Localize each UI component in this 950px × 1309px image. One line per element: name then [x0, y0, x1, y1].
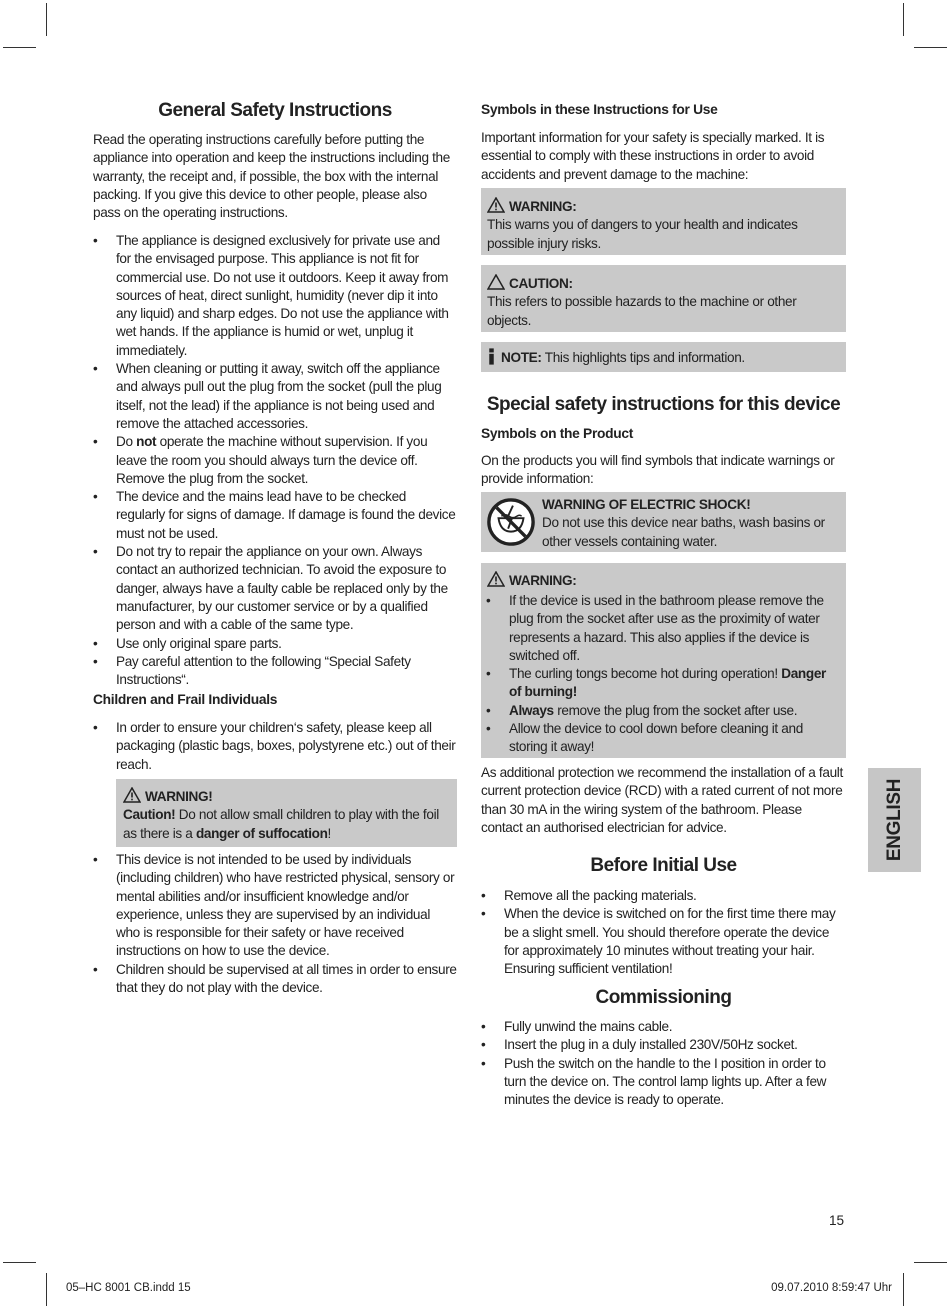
safety-bullet-list	[93, 232, 457, 689]
before-initial-use-title: Before Initial Use	[590, 855, 737, 876]
list-item: • Fully unwind the mains cable.	[481, 1018, 846, 1036]
rcd-paragraph: As additional protection we recommend the installation of a fault current protection device (RCD) with a rated current of not more than 30 mA in the wiring system of the bathroom. Please contact an authorised electrician for advice.	[481, 765, 843, 835]
caution-text: This refers to possible hazards to the machine or other objects.	[487, 294, 797, 328]
list-item: • Pay careful attention to the following “Special Safety Instructions“.	[93, 653, 457, 690]
note-label: NOTE:	[501, 350, 542, 365]
product-symbols-heading: Symbols on the Product	[481, 426, 634, 441]
language-tab-label: ENGLISH	[883, 778, 905, 862]
note-box	[481, 342, 846, 372]
children-bullet-list	[93, 719, 457, 774]
shock-text: Do not use this device near baths, wash basins or other vessels containing water.	[542, 515, 825, 549]
warning-box-2	[481, 563, 846, 758]
list-item: • Always remove the plug from the socket after use.	[486, 702, 834, 720]
note-text: This highlights tips and information.	[544, 350, 745, 365]
list-item: • The appliance is designed exclusively for private use and for the envisaged purpose. This appliance is not fit for commercial use. Do not use it outdoors. Keep it away from sources of heat, direct sunlight, humidity (never dip it into any liquid) and sharp edges. Do not use the appliance with wet hands. If the appliance is humid or wet, unplug it immediately.	[93, 232, 457, 360]
list-item: • Children should be supervised at all times in order to ensure that they do not play with the device.	[93, 961, 457, 998]
crop-mark	[46, 3, 47, 36]
list-item: • Insert the plug in a duly installed 230V/50Hz socket.	[481, 1036, 846, 1054]
symbols-intro: Important information for your safety is specially marked. It is essential to comply with these instructions in order to avoid accidents and prevent damage to the machine:	[481, 130, 825, 182]
crop-mark	[914, 47, 947, 48]
commissioning-title: Commissioning	[595, 987, 732, 1008]
list-item: • Do not try to repair the appliance on your own. Always contact an authorized technician. To avoid the exposure to danger, always have a faulty cable be replaced only by the manufacturer, by our customer service or by a qualified person and with a cable of the same type.	[93, 543, 457, 634]
crop-mark	[914, 1262, 947, 1263]
caution-label: CAUTION:	[509, 276, 573, 291]
electric-shock-icon	[486, 497, 536, 547]
list-item: • Do not operate the machine without supervision. If you leave the room you should always turn the device off. Remove the plug from the socket.	[93, 433, 457, 488]
list-item: • Push the switch on the handle to the I position in order to turn the device on. The control lamp lights up. After a few minutes the device is ready to operate.	[481, 1055, 846, 1110]
shock-label: WARNING OF ELECTRIC SHOCK!	[542, 497, 751, 512]
commissioning-bullet-list	[481, 1018, 846, 1109]
warning-caution: Caution!	[123, 807, 176, 823]
list-item: • When cleaning or putting it away, switch off the appliance and always pull out the plug from the socket (pull the plug itself, not the lead) if the appliance is not being used and remove the attached accessories.	[93, 360, 457, 433]
warning-box	[116, 779, 457, 847]
product-intro: On the products you will find symbols that indicate warnings or provide information:	[481, 453, 835, 487]
footer-file-info: 05–HC 8001 CB.indd 15	[66, 1282, 191, 1294]
before-bullet-list	[481, 887, 846, 978]
page-number: 15	[829, 1213, 845, 1228]
warning-label: WARNING!	[145, 789, 213, 804]
warning-triangle-icon	[123, 787, 141, 803]
crop-mark	[903, 3, 904, 36]
warning-end: !	[327, 825, 331, 841]
children-bullet-list-2	[93, 851, 457, 997]
list-item: • If the device is used in the bathroom please remove the plug from the socket after use as the proximity of water represents a hazard. This also applies if the device is switched off.	[486, 592, 834, 665]
language-tab	[868, 768, 921, 872]
caution-triangle-icon	[487, 274, 505, 290]
list-item: • This device is not intended to be used by individuals (including children) who have restricted physical, sensory or mental abilities and/or insufficient knowledge and/or experience, unless they are supervised by an individual who is responsible for their safety or have received instructions on how to use the device.	[93, 851, 457, 961]
list-item: • Allow the device to cool down before cleaning it and storing it away!	[486, 720, 834, 757]
children-heading: Children and Frail Individuals	[93, 692, 278, 707]
warning-label: WARNING:	[509, 573, 577, 588]
general-safety-title: General Safety Instructions	[158, 100, 392, 121]
shock-warning-box	[481, 492, 846, 552]
list-item: • The device and the mains lead have to be checked regularly for signs of damage. If damage is found the device must not be used.	[93, 488, 457, 543]
list-item: • In order to ensure your children‘s safety, please keep all packaging (plastic bags, boxes, polystyrene etc.) out of their reach.	[93, 719, 457, 774]
warning-triangle-icon	[487, 571, 505, 587]
info-icon	[487, 348, 496, 365]
warning-box	[481, 188, 846, 255]
list-item: • Remove all the packing materials.	[481, 887, 846, 905]
list-item: • The curling tongs become hot during operation! Danger of burning!	[486, 665, 834, 702]
warning-label: WARNING:	[509, 199, 577, 214]
warning-triangle-icon	[487, 197, 505, 213]
crop-mark	[46, 1273, 47, 1306]
symbols-heading: Symbols in these Instructions for Use	[481, 102, 718, 117]
crop-mark	[3, 47, 36, 48]
crop-mark	[3, 1262, 36, 1263]
warning-text: Do not allow small children to play with the foil as there is a	[123, 807, 439, 841]
warning-bold: danger of suffocation	[195, 825, 328, 841]
warning-text: This warns you of dangers to your health and indicates possible injury risks.	[487, 217, 798, 251]
footer-timestamp: 09.07.2010 8:59:47 Uhr	[771, 1282, 892, 1294]
crop-mark	[903, 1273, 904, 1306]
caution-box	[481, 265, 846, 332]
list-item: • Use only original spare parts.	[93, 635, 457, 653]
warning-bullet-list	[486, 592, 834, 757]
list-item: • When the device is switched on for the first time there may be a slight smell. You should therefore operate the device for approximately 10 minutes without treating your hair. Ensuring sufficient ventilation!	[481, 905, 846, 978]
intro-paragraph: Read the operating instructions carefully before putting the appliance into operation and keep the instructions including the warranty, the receipt and, if possible, the box with the internal packing. If you give this device to other people, please also pass on the operating instructions.	[93, 132, 450, 221]
special-safety-title: Special safety instructions for this device	[486, 394, 841, 415]
